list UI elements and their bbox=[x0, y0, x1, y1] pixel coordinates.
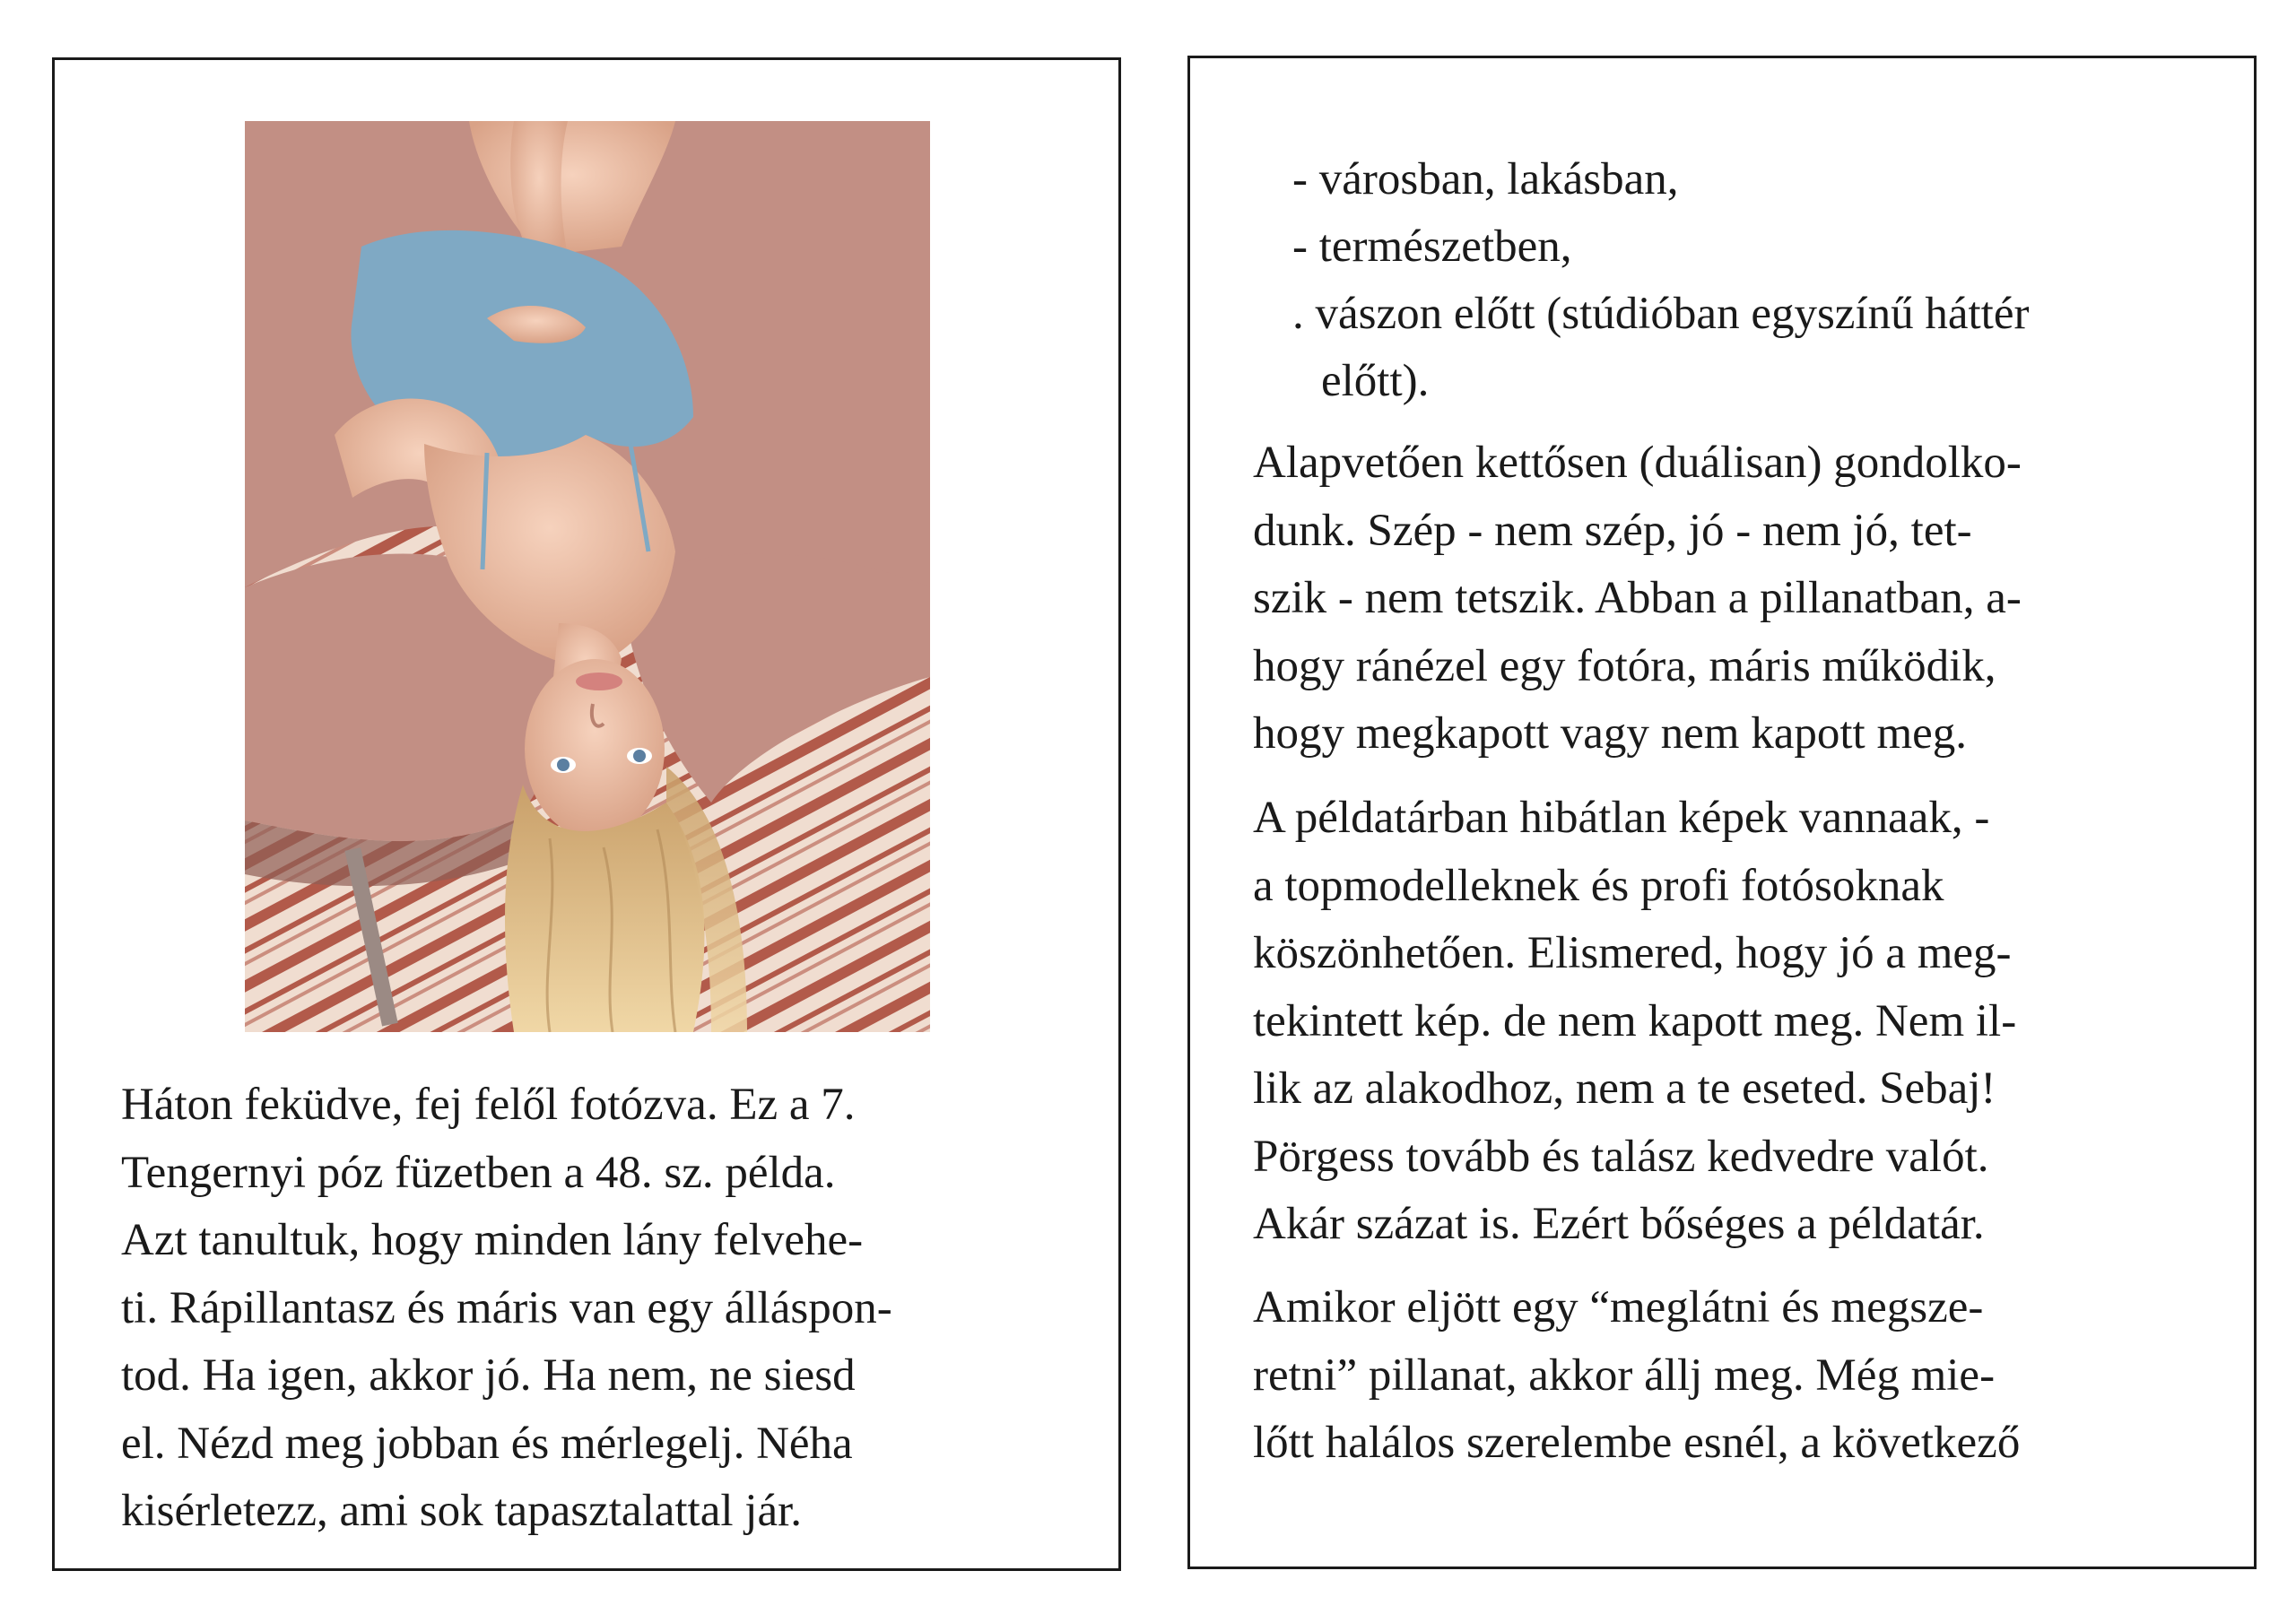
caption-line: ti. Rápillantasz és máris van egy álláspon- bbox=[121, 1282, 892, 1333]
caption-line: Háton feküdve, fej felől fotózva. Ez a 7. bbox=[121, 1080, 856, 1130]
caption-line: Azt tanultuk, hogy minden lány felvehe- bbox=[121, 1215, 864, 1265]
left-page bbox=[52, 57, 1121, 1571]
list-item bbox=[1292, 281, 2029, 415]
caption-line: el. Nézd meg jobban és mérlegelj. Néha bbox=[121, 1418, 853, 1469]
paragraph-line: tekintett kép. de nem kapott meg. Nem il- bbox=[1253, 995, 2017, 1046]
paragraph-love-at-first-sight bbox=[1253, 1274, 2020, 1478]
paragraph-line: köszönhetően. Elismered, hogy jó a meg- bbox=[1253, 928, 2012, 978]
right-page bbox=[1187, 56, 2257, 1569]
paragraph-line: Pörgess tovább és talász kedvedre valót. bbox=[1253, 1131, 1989, 1182]
paragraph-dual-thinking bbox=[1253, 430, 2022, 768]
list-item: - természetben, bbox=[1292, 221, 1572, 272]
paragraph-example-library bbox=[1253, 785, 2016, 1259]
caption-line: tod. Ha igen, akkor jó. Ha nem, ne siesd bbox=[121, 1350, 856, 1401]
paragraph-line: lik az alakodhoz, nem a te eseted. Sebaj! bbox=[1253, 1063, 1996, 1114]
paragraph-line: Akár százat is. Ezért bőséges a példatár. bbox=[1253, 1199, 1985, 1249]
paragraph-line: dunk. Szép - nem szép, jó - nem jó, tet- bbox=[1253, 505, 1972, 556]
paragraph-line: retni” pillanat, akkor állj meg. Még mie- bbox=[1253, 1350, 1996, 1401]
paragraph-line: lőtt halálos szerelembe esnél, a következő bbox=[1253, 1418, 2021, 1468]
paragraph-line: Alapvetően kettősen (duálisan) gondolko- bbox=[1253, 438, 2022, 488]
paragraph-line: szik - nem tetszik. Abban a pillanatban, a- bbox=[1253, 573, 2022, 623]
model-photo bbox=[245, 121, 930, 1032]
paragraph-line: Amikor eljött egy “meglátni és megsze- bbox=[1253, 1282, 1984, 1332]
paragraph-line: hogy ránézel egy fotóra, máris működik, bbox=[1253, 640, 1996, 691]
location-list bbox=[1292, 146, 2029, 415]
lips bbox=[576, 673, 622, 690]
caption-line: kisérletezz, ami sok tapasztalattal jár. bbox=[121, 1486, 802, 1536]
list-item-text: . vászon előtt (stúdióban egyszínű háttér bbox=[1292, 289, 2030, 339]
list-item-continuation: előtt). bbox=[1321, 356, 1430, 406]
paragraph-line: A példatárban hibátlan képek vannaak, - bbox=[1253, 793, 1990, 843]
photo-caption bbox=[121, 1072, 1072, 1546]
paragraph-line: a topmodelleknek és profi fotósoknak bbox=[1253, 860, 1944, 911]
caption-line: Tengernyi póz füzetben a 48. sz. példa. bbox=[121, 1147, 836, 1198]
list-item: - városban, lakásban, bbox=[1292, 154, 1679, 204]
photo-illustration bbox=[245, 121, 930, 1032]
paragraph-line: hogy megkapott vagy nem kapott meg. bbox=[1253, 708, 1968, 759]
